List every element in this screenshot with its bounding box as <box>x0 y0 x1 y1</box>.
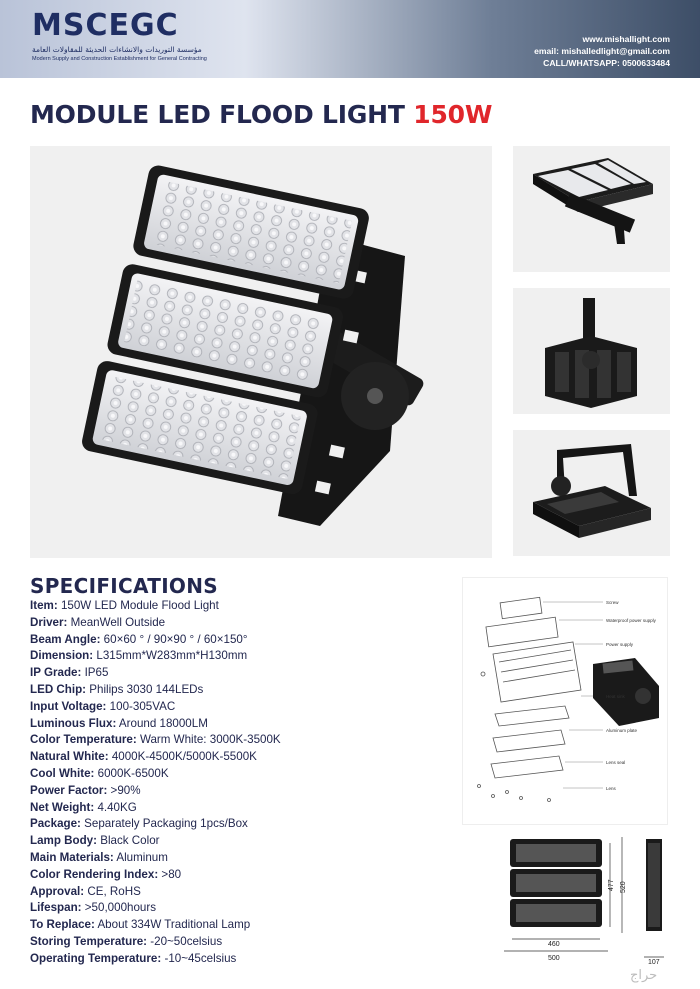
spec-item <box>30 615 450 632</box>
thumbnail-front-view[interactable] <box>513 146 670 272</box>
spec-label: Driver: <box>30 615 68 629</box>
spec-value: 6000K-6500K <box>97 766 169 780</box>
product-wattage: 150W <box>413 100 493 129</box>
spec-value: 4000K-4500K/5000K-5500K <box>111 750 257 764</box>
dimension-drawing[interactable] <box>500 833 675 965</box>
dim-height-outer: 520 <box>620 881 627 893</box>
product-title <box>30 100 492 129</box>
spec-value: 100-305VAC <box>109 699 176 713</box>
logo-wordmark: MSCEGC <box>32 8 179 43</box>
spec-item <box>30 833 450 850</box>
spec-item <box>30 867 450 884</box>
spec-label: Power Factor: <box>30 783 108 797</box>
diagram-label-lens: Lens <box>606 786 616 791</box>
logo-english-name: Modern Supply and Construction Establishment for General Contracting <box>32 56 207 62</box>
spec-value: Around 18000LM <box>118 716 208 730</box>
diagram-label-power-supply: Power supply <box>606 642 634 647</box>
spec-label: Dimension: <box>30 649 94 663</box>
thumbnail-front-illustration <box>513 146 670 272</box>
spec-value: About 334W Traditional Lamp <box>97 918 251 932</box>
contact-block <box>534 33 670 69</box>
dimension-drawing-illustration <box>500 833 675 965</box>
spec-item <box>30 682 450 699</box>
spec-item <box>30 732 450 749</box>
spec-item <box>30 951 450 968</box>
spec-label: IP Grade: <box>30 666 82 680</box>
spec-value: >80 <box>161 867 182 881</box>
dim-width-outer: 500 <box>548 955 560 962</box>
spec-item <box>30 850 450 867</box>
spec-value: Black Color <box>100 834 160 848</box>
spec-label: Luminous Flux: <box>30 716 117 730</box>
spec-item <box>30 699 450 716</box>
spec-label: LED Chip: <box>30 682 87 696</box>
spec-item <box>30 783 450 800</box>
spec-value: Separately Packaging 1pcs/Box <box>84 817 248 831</box>
diagram-label-waterproof-power-supply: Waterproof power supply <box>606 618 656 623</box>
spec-item <box>30 749 450 766</box>
exploded-view-diagram[interactable] <box>462 577 668 825</box>
spec-item <box>30 884 450 901</box>
dim-depth: 107 <box>648 959 660 965</box>
diagram-label-screw: Screw <box>606 600 619 605</box>
spec-value: >50,000hours <box>84 901 157 915</box>
phone-number[interactable]: CALL/WHATSAPP: 0500633484 <box>543 58 670 68</box>
spec-value: -10~45celsius <box>164 951 237 965</box>
spec-value: >90% <box>110 783 141 797</box>
spec-value: Warm White: 3000K-3500K <box>139 733 281 747</box>
spec-label: To Replace: <box>30 918 95 932</box>
spec-label: Color Temperature: <box>30 733 137 747</box>
spec-label: Lifespan: <box>30 901 82 915</box>
spec-label: Package: <box>30 817 81 831</box>
spec-item <box>30 665 450 682</box>
spec-value: MeanWell Outside <box>70 615 166 629</box>
dim-width-inner: 460 <box>548 941 560 948</box>
spec-label: Cool White: <box>30 766 95 780</box>
spec-label: Operating Temperature: <box>30 951 162 965</box>
spec-label: Beam Angle: <box>30 632 101 646</box>
spec-item <box>30 766 450 783</box>
header-banner <box>0 0 700 78</box>
watermark-text: حراج <box>630 968 658 983</box>
exploded-view-illustration <box>463 578 669 826</box>
diagram-label-heat-sink: Heat sink <box>606 694 625 699</box>
product-title-main: MODULE LED FLOOD LIGHT <box>30 100 405 129</box>
spec-item <box>30 917 450 934</box>
spec-label: Color Rendering Index: <box>30 867 159 881</box>
main-product-image[interactable] <box>30 146 492 558</box>
spec-item <box>30 934 450 951</box>
thumbnail-side-illustration <box>513 430 670 556</box>
spec-value: 150W LED Module Flood Light <box>60 599 219 612</box>
spec-label: Storing Temperature: <box>30 934 148 948</box>
spec-value: -20~50celsius <box>150 934 223 948</box>
website-link[interactable]: www.mishallight.com <box>582 34 670 44</box>
spec-value: L315mm*W283mm*H130mm <box>96 649 248 663</box>
spec-value: 4.40KG <box>97 800 137 814</box>
logo-arabic-name: مؤسسة التوريدات والانشاءات الحديثة للمقاولات العامة <box>32 45 202 54</box>
spec-label: Main Materials: <box>30 850 114 864</box>
spec-item <box>30 900 450 917</box>
spec-label: Approval: <box>30 884 85 898</box>
company-logo[interactable] <box>32 10 232 70</box>
spec-item <box>30 648 450 665</box>
thumbnail-back-illustration <box>513 288 670 414</box>
diagram-label-lens-seal: Lens seal <box>606 760 626 765</box>
spec-label: Natural White: <box>30 750 109 764</box>
spec-item <box>30 716 450 733</box>
spec-value: CE, RoHS <box>87 884 141 898</box>
spec-label: Item: <box>30 599 58 612</box>
specifications-list <box>30 598 450 968</box>
spec-value: IP65 <box>84 666 109 680</box>
spec-item <box>30 800 450 817</box>
spec-value: 60×60 ° / 90×90 ° / 60×150° <box>103 632 248 646</box>
specifications-heading: SPECIFICATIONS <box>30 574 218 598</box>
diagram-label-aluminum-plate: Aluminum plate <box>606 728 638 733</box>
spec-label: Lamp Body: <box>30 834 97 848</box>
spec-item <box>30 816 450 833</box>
spec-label: Input Voltage: <box>30 699 107 713</box>
email-link[interactable]: email: mishalledlight@gmail.com <box>534 46 670 56</box>
spec-value: Aluminum <box>116 850 168 864</box>
flood-light-illustration <box>30 146 492 558</box>
thumbnail-side-view[interactable] <box>513 430 670 556</box>
spec-value: Philips 3030 144LEDs <box>89 682 204 696</box>
spec-label: Net Weight: <box>30 800 95 814</box>
spec-item <box>30 632 450 649</box>
dim-height-inner: 477 <box>608 879 615 891</box>
spec-item <box>30 598 450 615</box>
thumbnail-back-view[interactable] <box>513 288 670 414</box>
